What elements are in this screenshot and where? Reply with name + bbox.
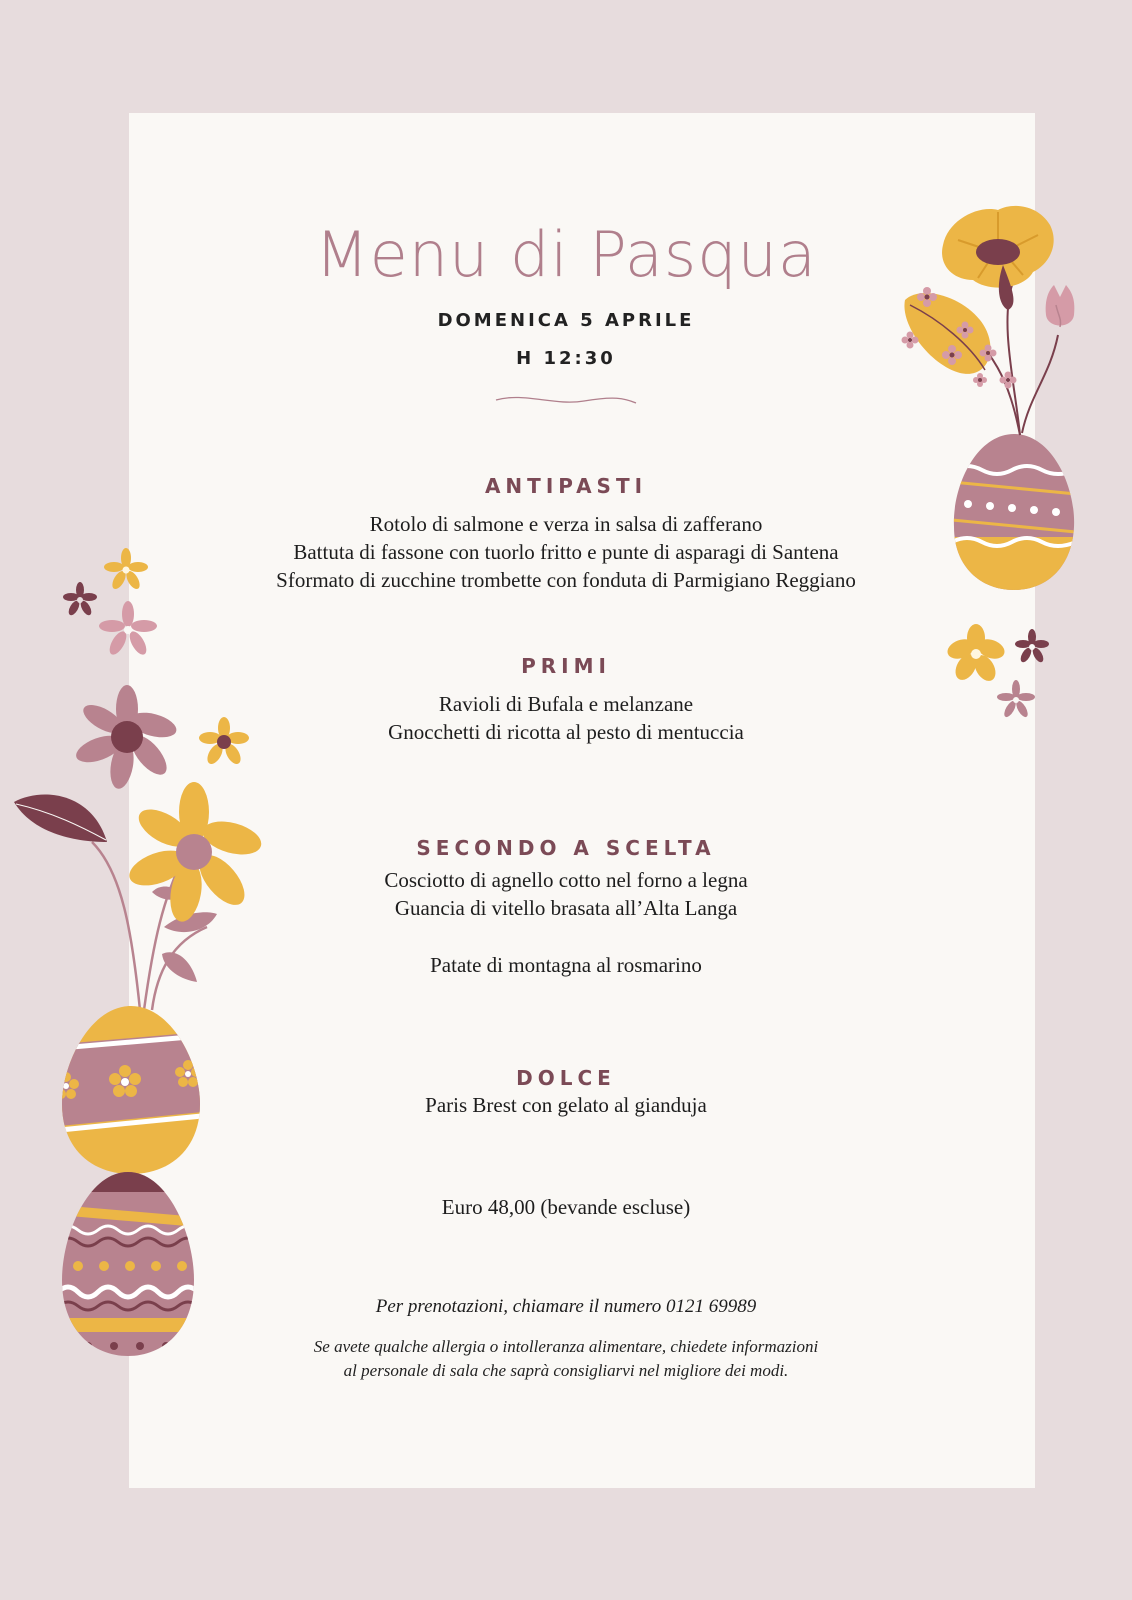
wavy-divider-icon: [494, 392, 638, 412]
menu-item: Sformato di zucchine trombette con fonduta di Parmigiano Reggiano: [276, 568, 856, 592]
section-title-primi: PRIMI: [521, 654, 611, 678]
menu-item: Guancia di vitello brasata all’Alta Langa: [394, 896, 738, 920]
daisy-flower-icon: [944, 622, 1054, 727]
menu-item-side: Patate di montagna al rosmarino: [430, 953, 702, 977]
allergy-note-line: al personale di sala che saprà consigliarvi nel migliore dei modi.: [343, 1361, 789, 1380]
section-title-dolce: DOLCE: [516, 1066, 616, 1090]
menu-item: Battuta di fassone con tuorlo fritto e punte di asparagi di Santena: [293, 540, 839, 564]
easter-egg-icon: [952, 432, 1076, 592]
easter-egg-icon: [60, 1004, 202, 1176]
allergy-note-line: Se avete qualche allergia o intolleranza alimentare, chiedete informazioni: [313, 1337, 819, 1356]
booking-info: Per prenotazioni, chiamare il numero 0121 69989: [375, 1296, 757, 1317]
section-title-secondo: SECONDO A SCELTA: [416, 836, 716, 860]
menu-item: Rotolo di salmone e verza in salsa di zafferano: [369, 512, 763, 536]
flower-bouquet-icon: [12, 692, 262, 1012]
menu-item: Ravioli di Bufala e melanzane: [438, 692, 694, 716]
menu-date: DOMENICA 5 APRILE: [437, 310, 695, 331]
flower-bouquet-icon: [900, 205, 1085, 437]
menu-item: Gnocchetti di ricotta al pesto di mentuccia: [388, 720, 744, 744]
menu-time: H 12:30: [516, 348, 616, 369]
section-title-antipasti: ANTIPASTI: [484, 474, 648, 498]
menu-item: Paris Brest con gelato al gianduja: [425, 1093, 707, 1117]
easter-egg-icon: [58, 1170, 198, 1358]
menu-item: Cosciotto di agnello cotto nel forno a legna: [384, 868, 748, 892]
daisy-flower-icon: [58, 545, 168, 665]
menu-title: Menu di Pasqua: [315, 218, 817, 291]
price: Euro 48,00 (bevande escluse): [441, 1195, 691, 1219]
